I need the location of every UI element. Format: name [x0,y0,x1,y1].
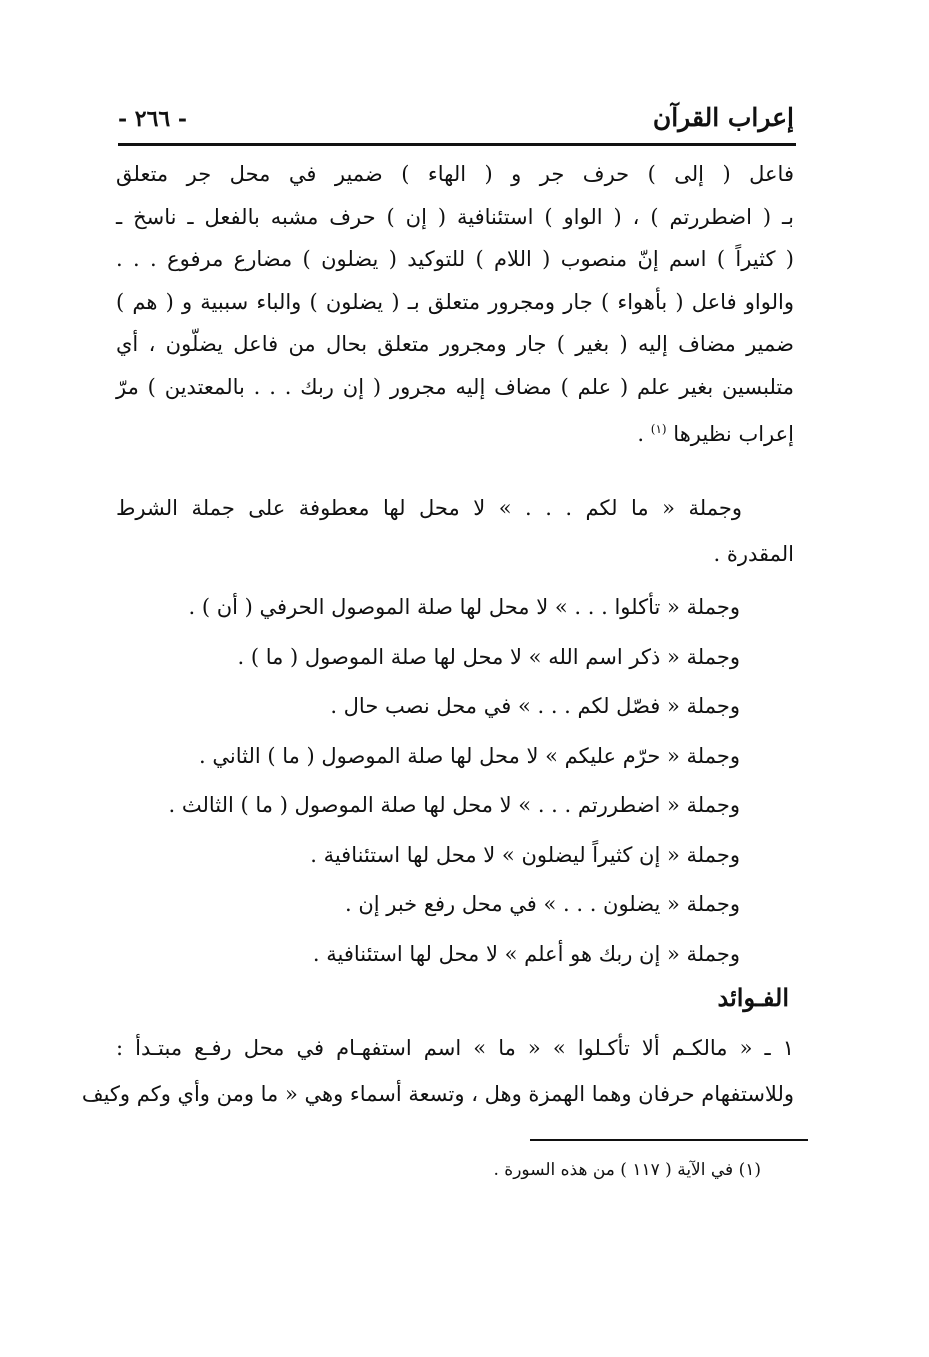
paragraph-parsing [116,153,794,451]
list-item: وجملة « حرّم عليكم » لا محل لها صلة الموصول ( ما ) الثاني . [199,743,740,768]
header-rule [118,143,796,146]
text-line: والواو فاعل ( بأهواء ) جار ومجرور متعلق بـ ( يضلون ) والباء سببية و ( هم ) [116,289,794,314]
list-item: وجملة « اضطررتم . . . » لا محل لها صلة الموصول ( ما ) الثالث . [168,793,740,817]
text-segment: إعراب نظيرها [673,422,794,446]
sentence-list [116,583,740,979]
page-header [118,96,794,132]
list-item: وجملة « إن كثيراً ليضلون » لا محل لها استئنافية . [310,842,740,867]
running-title: إعراب القرآن [652,103,794,132]
footnote-marker: (١) [650,422,667,436]
text-line: فاعل ( إلى ) حرف جر و ( الهاء ) ضمير في محل جر متعلق [116,162,794,186]
paragraph-sentence-main [116,485,794,577]
text-line-last [116,408,794,451]
list-item: وجملة « تأكلوا . . . » لا محل لها صلة الموصول الحرفي ( أن ) . [188,595,740,619]
text-line: وجملة « ما لكم . . . » لا محل لها معطوفة على جملة الشرط [116,496,742,520]
text-line: وللاستفهام حرفان وهما الهمزة وهل ، وتسعة أسماء وهي « ما ومن وأي وكم وكيف [81,1082,794,1106]
text-line: ضمير مضاف إليه ( بغير ) جار ومجرور متعلق بحال من فاعل يضلّون ، أي [116,332,794,356]
page-number: - ٢٦٦ - [118,106,188,132]
paragraph-benefits [81,1025,794,1117]
list-item: وجملة « يضلون . . . » في محل رفع خبر إن . [344,892,740,916]
text-line: المقدرة . [713,542,794,566]
text-line: بـ ( اضطررتم ) ، ( الواو ) استئنافية ( إن ) حرف مشبه بالفعل ـ ناسخ ـ [116,204,794,229]
footnote-rule [530,1139,808,1141]
section-heading: الفـوائد [717,983,789,1012]
text-line: ١ ـ « مالكـم ألا تأكـلوا » « ما » اسم استفهـام في محل رفـع مبتـدأ : [116,1036,794,1060]
text-line: متلبسين بغير علم ( علم ) مضاف إليه مجرور ( إن ربك . . . بالمعتدين ) مرّ [116,374,794,399]
list-item: وجملة « فصّل لكم . . . » في محل نصب حال . [330,694,740,718]
footnote: (١) في الآية ( ١١٧ ) من هذه السورة . [493,1160,761,1180]
list-item: وجملة « ذكر اسم الله » لا محل لها صلة الموصول ( ما ) . [237,644,740,669]
list-item: وجملة « إن ربك هو أعلم » لا محل لها استئنافية . [312,941,740,966]
text-segment-end: . [637,422,651,446]
text-line: ( كثيراً ) اسم إنّ منصوب ( اللام ) للتوكيد ( يضلون ) مضارع مرفوع . . . [116,247,794,271]
